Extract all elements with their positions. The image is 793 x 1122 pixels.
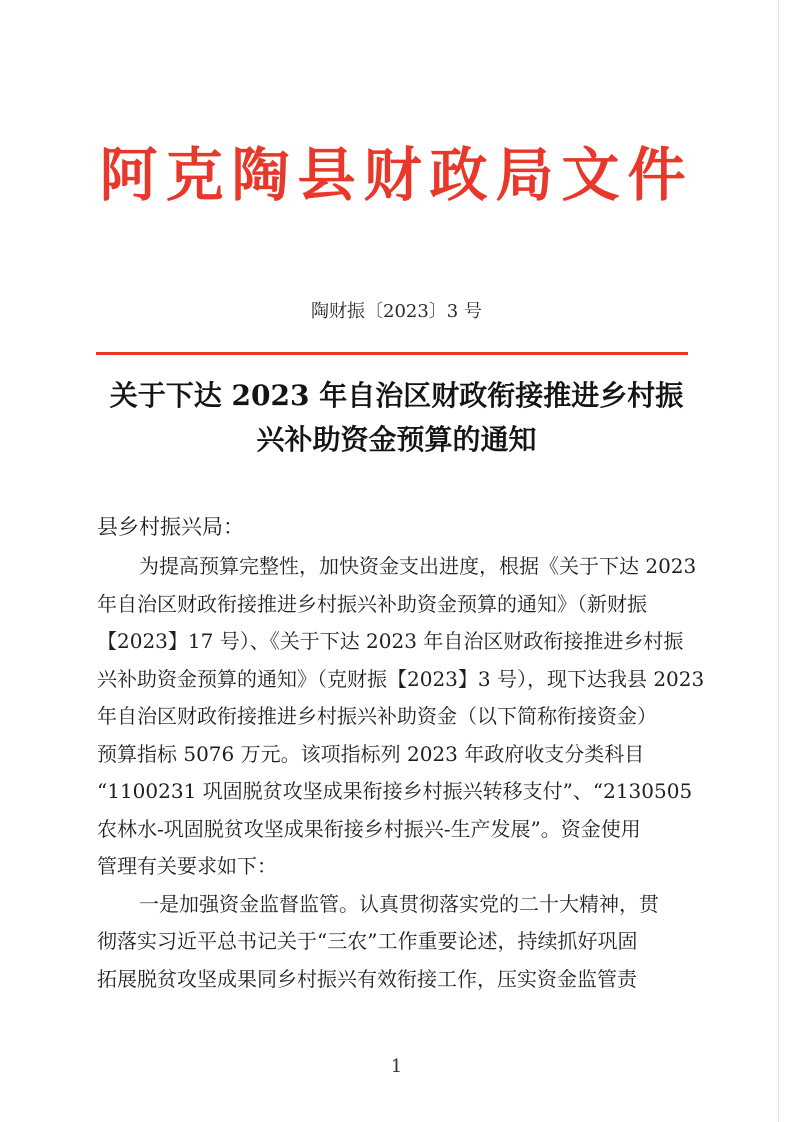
body-line: 兴补助资金预算的通知》（克财振【2023】3 号），现下达我县 2023: [97, 666, 705, 691]
notice-title-line-1: 关于下达 2023 年自治区财政衔接推进乡村振: [109, 379, 684, 412]
page-number: 1: [390, 1056, 403, 1077]
body-line: 彻落实习近平总书记关于“三农”工作重要论述，持续抓好巩固: [97, 929, 638, 953]
body-line: 年自治区财政衔接推进乡村振兴补助资金预算的通知》（新财振: [97, 591, 647, 616]
header-divider-rule: [96, 352, 688, 355]
body-line: 为提高预算完整性，加快资金支出进度，根据《关于下达 2023: [139, 554, 697, 578]
body-line: 一是加强资金监督监管。认真贯彻落实党的二十大精神，贯: [139, 891, 659, 916]
body-line: 【2023】17 号）、《关于下达 2023 年自治区财政衔接推进乡村振: [97, 629, 684, 653]
body-text: [97, 548, 705, 998]
notice-title-line-2: 兴补助资金预算的通知: [256, 423, 537, 456]
document-number: 陶财振〔2023〕3 号: [311, 301, 482, 322]
body-line: 管理有关要求如下：: [97, 854, 277, 878]
body-line: 拓展脱贫攻坚成果同乡村振兴有效衔接工作，压实资金监管责: [97, 966, 637, 991]
document-header-title: 阿克陶县财政局文件: [99, 141, 694, 209]
body-line: 年自治区财政衔接推进乡村振兴补助资金（以下简称衔接资金）: [97, 704, 657, 728]
body-line: “1100231 巩固脱贫攻坚成果衔接乡村振兴转移支付”、“2130505: [97, 779, 693, 803]
notice-title: [90, 374, 703, 462]
body-line: 预算指标 5076 万元。该项指标列 2023 年政府收支分类科目: [97, 741, 645, 766]
body-line: 农林水-巩固脱贫攻坚成果衔接乡村振兴-生产发展”。资金使用: [97, 816, 641, 841]
salutation: 县乡村振兴局：: [97, 515, 244, 539]
